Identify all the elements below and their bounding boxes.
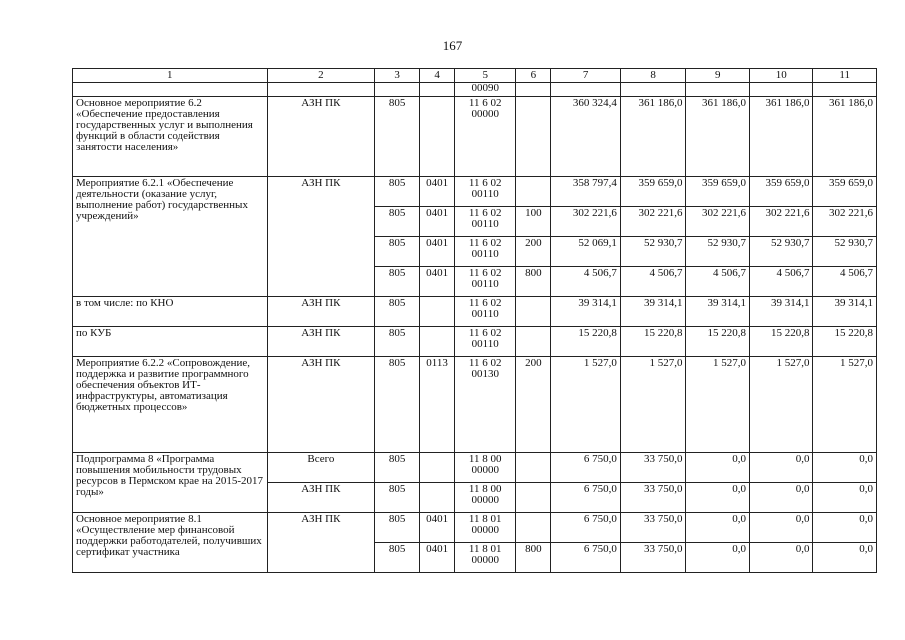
header-cell: 3 [375, 69, 420, 83]
vr-cell [516, 177, 551, 207]
cell [686, 83, 750, 97]
value-cell: 359 659,0 [686, 177, 750, 207]
value-cell: 33 750,0 [620, 453, 686, 483]
value-cell: 359 659,0 [620, 177, 686, 207]
value-cell: 359 659,0 [749, 177, 813, 207]
code-cell: 11 8 00 00000 [455, 453, 516, 483]
value-cell: 33 750,0 [620, 513, 686, 543]
value-cell: 4 506,7 [686, 267, 750, 297]
value-cell: 39 314,1 [749, 297, 813, 327]
row-name: Подпрограмма 8 «Программа повышения мобильности трудовых ресурсов в Пермском крае на 2015-2017 годы» [73, 453, 268, 513]
cell [420, 83, 455, 97]
budget-table [72, 68, 877, 573]
value-cell: 6 750,0 [551, 543, 621, 573]
table-row [73, 453, 877, 483]
vr-cell: 200 [516, 357, 551, 453]
value-cell: 33 750,0 [620, 543, 686, 573]
vr-cell [516, 483, 551, 513]
value-cell: 358 797,4 [551, 177, 621, 207]
value-cell: 302 221,6 [749, 207, 813, 237]
value-cell: 0,0 [749, 453, 813, 483]
org-cell: АЗН ПК [267, 97, 375, 177]
grbs-cell: 805 [375, 237, 420, 267]
code-cell: 11 6 02 00110 [455, 207, 516, 237]
section-cell: 0401 [420, 237, 455, 267]
grbs-cell: 805 [375, 357, 420, 453]
value-cell: 302 221,6 [551, 207, 621, 237]
org-cell: Всего [267, 453, 375, 483]
value-cell: 361 186,0 [749, 97, 813, 177]
header-cell: 4 [420, 69, 455, 83]
value-cell: 4 506,7 [813, 267, 877, 297]
cell [516, 83, 551, 97]
value-cell: 0,0 [686, 483, 750, 513]
value-cell: 302 221,6 [813, 207, 877, 237]
code-cell: 11 6 02 00000 [455, 97, 516, 177]
grbs-cell: 805 [375, 327, 420, 357]
value-cell: 1 527,0 [686, 357, 750, 453]
table-row [73, 513, 877, 543]
vr-cell: 800 [516, 267, 551, 297]
value-cell: 302 221,6 [686, 207, 750, 237]
org-cell: АЗН ПК [267, 177, 375, 297]
row-name: Мероприятие 6.2.2 «Сопровождение, поддержка и развитие программного обеспечения объектов ИТ-инфраструктуры, автоматизация бюджетных процессов» [73, 357, 268, 453]
header-cell: 8 [620, 69, 686, 83]
grbs-cell: 805 [375, 543, 420, 573]
header-cell: 5 [455, 69, 516, 83]
code-cell: 11 6 02 00110 [455, 327, 516, 357]
cell [551, 83, 621, 97]
header-cell: 2 [267, 69, 375, 83]
value-cell: 4 506,7 [749, 267, 813, 297]
value-cell: 52 930,7 [686, 237, 750, 267]
table-row [73, 327, 877, 357]
value-cell: 15 220,8 [620, 327, 686, 357]
org-cell: АЗН ПК [267, 357, 375, 453]
header-cell: 10 [749, 69, 813, 83]
value-cell: 0,0 [749, 483, 813, 513]
value-cell: 6 750,0 [551, 453, 621, 483]
table-row [73, 297, 877, 327]
section-cell [420, 483, 455, 513]
value-cell: 52 930,7 [620, 237, 686, 267]
value-cell: 1 527,0 [551, 357, 621, 453]
vr-cell [516, 453, 551, 483]
section-cell [420, 97, 455, 177]
header-cell: 9 [686, 69, 750, 83]
value-cell: 15 220,8 [551, 327, 621, 357]
table-row [73, 177, 877, 207]
org-cell: АЗН ПК [267, 513, 375, 573]
value-cell: 52 930,7 [749, 237, 813, 267]
value-cell: 15 220,8 [813, 327, 877, 357]
table-row [73, 83, 877, 97]
header-cell: 11 [813, 69, 877, 83]
value-cell: 4 506,7 [620, 267, 686, 297]
value-cell: 15 220,8 [749, 327, 813, 357]
value-cell: 1 527,0 [813, 357, 877, 453]
row-name: Основное мероприятие 6.2 «Обеспечение предоставления государственных услуг и выполнения функций в области содействия занятости населения» [73, 97, 268, 177]
section-cell [420, 327, 455, 357]
page-number: 167 [442, 38, 463, 53]
code-cell: 11 6 02 00110 [455, 267, 516, 297]
code-cell: 11 6 02 00130 [455, 357, 516, 453]
value-cell: 0,0 [686, 453, 750, 483]
vr-cell [516, 97, 551, 177]
code-cell: 11 8 01 00000 [455, 513, 516, 543]
value-cell: 361 186,0 [686, 97, 750, 177]
code-cell: 11 6 02 00110 [455, 237, 516, 267]
section-cell: 0401 [420, 513, 455, 543]
vr-cell [516, 297, 551, 327]
value-cell: 33 750,0 [620, 483, 686, 513]
value-cell: 0,0 [749, 543, 813, 573]
value-cell: 0,0 [813, 513, 877, 543]
vr-cell [516, 327, 551, 357]
section-cell [420, 453, 455, 483]
cell [375, 83, 420, 97]
org-cell: АЗН ПК [267, 297, 375, 327]
section-cell: 0113 [420, 357, 455, 453]
code-cell: 11 8 01 00000 [455, 543, 516, 573]
section-cell [420, 297, 455, 327]
code-cell: 11 6 02 00110 [455, 297, 516, 327]
value-cell: 52 069,1 [551, 237, 621, 267]
value-cell: 4 506,7 [551, 267, 621, 297]
cell [267, 83, 375, 97]
cell [813, 83, 877, 97]
header-row [73, 69, 877, 83]
vr-cell: 100 [516, 207, 551, 237]
value-cell: 6 750,0 [551, 513, 621, 543]
row-name: Мероприятие 6.2.1 «Обеспечение деятельности (оказание услуг, выполнение работ) государственных учреждений» [73, 177, 268, 297]
row-name: Основное мероприятие 8.1 «Осуществление мер финансовой поддержки работодателей, получивших сертификат участника [73, 513, 268, 573]
value-cell: 39 314,1 [686, 297, 750, 327]
value-cell: 6 750,0 [551, 483, 621, 513]
cell [620, 83, 686, 97]
value-cell: 0,0 [813, 453, 877, 483]
vr-cell [516, 513, 551, 543]
grbs-cell: 805 [375, 297, 420, 327]
value-cell: 0,0 [686, 513, 750, 543]
code-cell: 11 6 02 00110 [455, 177, 516, 207]
value-cell: 39 314,1 [620, 297, 686, 327]
grbs-cell: 805 [375, 177, 420, 207]
table-row [73, 357, 877, 453]
value-cell: 0,0 [813, 543, 877, 573]
value-cell: 359 659,0 [813, 177, 877, 207]
grbs-cell: 805 [375, 267, 420, 297]
section-cell: 0401 [420, 267, 455, 297]
value-cell: 39 314,1 [551, 297, 621, 327]
vr-cell: 800 [516, 543, 551, 573]
value-cell: 1 527,0 [749, 357, 813, 453]
grbs-cell: 805 [375, 207, 420, 237]
value-cell: 361 186,0 [620, 97, 686, 177]
grbs-cell: 805 [375, 513, 420, 543]
table-row [73, 97, 877, 177]
value-cell: 15 220,8 [686, 327, 750, 357]
value-cell: 0,0 [749, 513, 813, 543]
cell [73, 83, 268, 97]
value-cell: 0,0 [686, 543, 750, 573]
section-cell: 0401 [420, 543, 455, 573]
grbs-cell: 805 [375, 97, 420, 177]
code-cell: 00090 [455, 83, 516, 97]
section-cell: 0401 [420, 207, 455, 237]
section-cell: 0401 [420, 177, 455, 207]
row-name: в том числе: по КНО [73, 297, 268, 327]
value-cell: 39 314,1 [813, 297, 877, 327]
org-cell: АЗН ПК [267, 483, 375, 513]
value-cell: 52 930,7 [813, 237, 877, 267]
value-cell: 361 186,0 [813, 97, 877, 177]
org-cell: АЗН ПК [267, 327, 375, 357]
value-cell: 302 221,6 [620, 207, 686, 237]
grbs-cell: 805 [375, 483, 420, 513]
vr-cell: 200 [516, 237, 551, 267]
row-name: по КУБ [73, 327, 268, 357]
header-cell: 6 [516, 69, 551, 83]
header-cell: 1 [73, 69, 268, 83]
code-cell: 11 8 00 00000 [455, 483, 516, 513]
value-cell: 360 324,4 [551, 97, 621, 177]
value-cell: 1 527,0 [620, 357, 686, 453]
grbs-cell: 805 [375, 453, 420, 483]
header-cell: 7 [551, 69, 621, 83]
cell [749, 83, 813, 97]
value-cell: 0,0 [813, 483, 877, 513]
